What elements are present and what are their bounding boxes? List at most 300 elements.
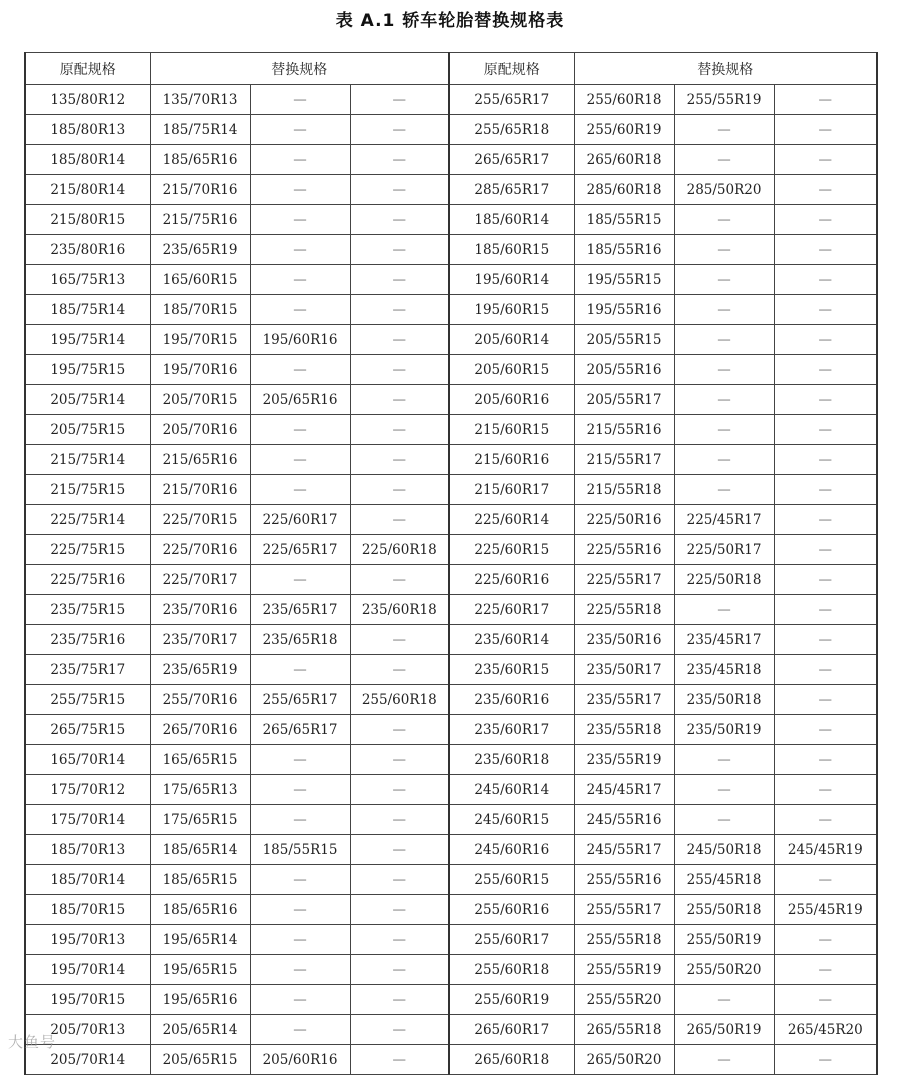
replacement-spec-cell: — [250, 205, 350, 235]
replacement-spec-cell: 255/50R18 [674, 895, 774, 925]
replacement-spec-cell: — [774, 685, 877, 715]
replacement-spec-cell: 225/50R16 [574, 505, 674, 535]
original-spec-cell: 185/70R14 [25, 865, 150, 895]
table-row [25, 895, 877, 925]
replacement-spec-cell: — [350, 445, 449, 475]
tire-replacement-table [24, 52, 878, 1075]
original-spec-cell: 225/75R15 [25, 535, 150, 565]
original-spec-cell: 185/80R14 [25, 145, 150, 175]
replacement-spec-cell: — [350, 565, 449, 595]
replacement-spec-cell: 215/55R17 [574, 445, 674, 475]
replacement-spec-cell: — [774, 505, 877, 535]
table-row [25, 775, 877, 805]
original-spec-cell: 235/75R15 [25, 595, 150, 625]
replacement-spec-cell: 225/50R17 [674, 535, 774, 565]
replacement-spec-cell: — [250, 85, 350, 115]
original-spec-cell: 285/65R17 [449, 175, 574, 205]
original-spec-cell: 225/75R14 [25, 505, 150, 535]
replacement-spec-cell: 245/55R16 [574, 805, 674, 835]
original-spec-cell: 185/70R15 [25, 895, 150, 925]
replacement-spec-cell: 165/65R15 [150, 745, 250, 775]
replacement-spec-cell: — [350, 325, 449, 355]
table-row [25, 385, 877, 415]
replacement-spec-cell: — [774, 925, 877, 955]
original-spec-cell: 225/60R15 [449, 535, 574, 565]
replacement-spec-cell: — [774, 1045, 877, 1075]
replacement-spec-cell: — [674, 205, 774, 235]
replacement-spec-cell: — [774, 115, 877, 145]
replacement-spec-cell: — [774, 565, 877, 595]
replacement-spec-cell: 205/55R16 [574, 355, 674, 385]
header-original-left: 原配规格 [25, 53, 150, 85]
original-spec-cell: 215/60R16 [449, 445, 574, 475]
original-spec-cell: 225/60R17 [449, 595, 574, 625]
replacement-spec-cell: 235/45R17 [674, 625, 774, 655]
replacement-spec-cell: — [250, 805, 350, 835]
replacement-spec-cell: 255/60R19 [574, 115, 674, 145]
table-row [25, 835, 877, 865]
replacement-spec-cell: — [774, 985, 877, 1015]
replacement-spec-cell: 195/65R15 [150, 955, 250, 985]
replacement-spec-cell: — [674, 745, 774, 775]
original-spec-cell: 225/60R16 [449, 565, 574, 595]
replacement-spec-cell: — [250, 655, 350, 685]
replacement-spec-cell: 245/55R17 [574, 835, 674, 865]
original-spec-cell: 185/70R13 [25, 835, 150, 865]
replacement-spec-cell: — [250, 445, 350, 475]
replacement-spec-cell: 265/50R20 [574, 1045, 674, 1075]
replacement-spec-cell: — [774, 235, 877, 265]
replacement-spec-cell: — [674, 325, 774, 355]
replacement-spec-cell: 135/70R13 [150, 85, 250, 115]
replacement-spec-cell: 265/50R19 [674, 1015, 774, 1045]
replacement-spec-cell: 255/70R16 [150, 685, 250, 715]
replacement-spec-cell: 235/55R18 [574, 715, 674, 745]
original-spec-cell: 235/75R16 [25, 625, 150, 655]
replacement-spec-cell: 195/55R16 [574, 295, 674, 325]
replacement-spec-cell: — [774, 805, 877, 835]
replacement-spec-cell: — [774, 175, 877, 205]
replacement-spec-cell: — [774, 475, 877, 505]
replacement-spec-cell: — [774, 625, 877, 655]
replacement-spec-cell: — [350, 1045, 449, 1075]
original-spec-cell: 215/60R17 [449, 475, 574, 505]
table-row [25, 985, 877, 1015]
table-row [25, 745, 877, 775]
table-row [25, 475, 877, 505]
original-spec-cell: 255/60R19 [449, 985, 574, 1015]
replacement-spec-cell: — [250, 865, 350, 895]
replacement-spec-cell: — [250, 925, 350, 955]
replacement-spec-cell: — [774, 595, 877, 625]
original-spec-cell: 185/60R14 [449, 205, 574, 235]
original-spec-cell: 235/60R15 [449, 655, 574, 685]
replacement-spec-cell: 245/50R18 [674, 835, 774, 865]
replacement-spec-cell: — [774, 265, 877, 295]
replacement-spec-cell: — [350, 745, 449, 775]
replacement-spec-cell: — [774, 415, 877, 445]
replacement-spec-cell: 185/65R15 [150, 865, 250, 895]
replacement-spec-cell: — [350, 955, 449, 985]
replacement-spec-cell: 225/60R18 [350, 535, 449, 565]
replacement-spec-cell: — [250, 895, 350, 925]
replacement-spec-cell: — [250, 175, 350, 205]
replacement-spec-cell: — [774, 85, 877, 115]
replacement-spec-cell: — [674, 415, 774, 445]
table-row [25, 295, 877, 325]
replacement-spec-cell: — [674, 385, 774, 415]
replacement-spec-cell: 255/55R19 [674, 85, 774, 115]
replacement-spec-cell: — [350, 115, 449, 145]
replacement-spec-cell: — [350, 415, 449, 445]
replacement-spec-cell: 235/50R16 [574, 625, 674, 655]
replacement-spec-cell: — [350, 835, 449, 865]
replacement-spec-cell: — [250, 235, 350, 265]
replacement-spec-cell: 265/55R18 [574, 1015, 674, 1045]
replacement-spec-cell: 225/65R17 [250, 535, 350, 565]
replacement-spec-cell: — [774, 655, 877, 685]
replacement-spec-cell: 255/50R19 [674, 925, 774, 955]
replacement-spec-cell: 235/55R19 [574, 745, 674, 775]
replacement-spec-cell: — [674, 145, 774, 175]
replacement-spec-cell: — [674, 1045, 774, 1075]
replacement-spec-cell: — [250, 475, 350, 505]
original-spec-cell: 255/60R17 [449, 925, 574, 955]
replacement-spec-cell: — [350, 655, 449, 685]
original-spec-cell: 135/80R12 [25, 85, 150, 115]
replacement-spec-cell: — [350, 715, 449, 745]
table-row [25, 205, 877, 235]
table-row [25, 715, 877, 745]
replacement-spec-cell: — [774, 445, 877, 475]
replacement-spec-cell: 195/70R16 [150, 355, 250, 385]
replacement-spec-cell: — [250, 355, 350, 385]
replacement-spec-cell: 205/65R16 [250, 385, 350, 415]
original-spec-cell: 215/80R15 [25, 205, 150, 235]
replacement-spec-cell: — [674, 445, 774, 475]
replacement-spec-cell: — [674, 475, 774, 505]
replacement-spec-cell: 185/70R15 [150, 295, 250, 325]
replacement-spec-cell: 245/45R17 [574, 775, 674, 805]
original-spec-cell: 215/75R15 [25, 475, 150, 505]
table-row [25, 415, 877, 445]
original-spec-cell: 265/75R15 [25, 715, 150, 745]
replacement-spec-cell: — [250, 295, 350, 325]
watermark: 大鱼号 [8, 1033, 57, 1051]
replacement-spec-cell: 225/55R18 [574, 595, 674, 625]
replacement-spec-cell: 165/60R15 [150, 265, 250, 295]
replacement-spec-cell: 235/50R19 [674, 715, 774, 745]
original-spec-cell: 235/60R16 [449, 685, 574, 715]
replacement-spec-cell: 215/75R16 [150, 205, 250, 235]
original-spec-cell: 215/75R14 [25, 445, 150, 475]
replacement-spec-cell: — [350, 85, 449, 115]
replacement-spec-cell: 255/55R18 [574, 925, 674, 955]
replacement-spec-cell: — [674, 295, 774, 325]
replacement-spec-cell: 235/65R19 [150, 655, 250, 685]
table-row [25, 595, 877, 625]
replacement-spec-cell: — [250, 265, 350, 295]
replacement-spec-cell: — [774, 385, 877, 415]
replacement-spec-cell: 195/70R15 [150, 325, 250, 355]
replacement-spec-cell: — [350, 175, 449, 205]
table-row [25, 265, 877, 295]
replacement-spec-cell: — [350, 385, 449, 415]
replacement-spec-cell: 255/55R17 [574, 895, 674, 925]
replacement-spec-cell: — [350, 265, 449, 295]
replacement-spec-cell: — [350, 205, 449, 235]
replacement-spec-cell: 215/55R18 [574, 475, 674, 505]
original-spec-cell: 215/80R14 [25, 175, 150, 205]
replacement-spec-cell: — [250, 115, 350, 145]
replacement-spec-cell: 225/50R18 [674, 565, 774, 595]
replacement-spec-cell: — [674, 805, 774, 835]
replacement-spec-cell: 235/70R17 [150, 625, 250, 655]
replacement-spec-cell: 185/65R14 [150, 835, 250, 865]
replacement-spec-cell: 195/65R16 [150, 985, 250, 1015]
original-spec-cell: 195/60R14 [449, 265, 574, 295]
replacement-spec-cell: 175/65R13 [150, 775, 250, 805]
replacement-spec-cell: — [250, 745, 350, 775]
replacement-spec-cell: — [774, 535, 877, 565]
replacement-spec-cell: 205/65R14 [150, 1015, 250, 1045]
replacement-spec-cell: 235/55R17 [574, 685, 674, 715]
replacement-spec-cell: — [774, 205, 877, 235]
replacement-spec-cell: 225/70R15 [150, 505, 250, 535]
table-row [25, 655, 877, 685]
table-row [25, 355, 877, 385]
header-original-right: 原配规格 [449, 53, 574, 85]
replacement-spec-cell: 215/70R16 [150, 475, 250, 505]
replacement-spec-cell: 225/55R16 [574, 535, 674, 565]
table-row [25, 505, 877, 535]
replacement-spec-cell: — [250, 145, 350, 175]
original-spec-cell: 255/75R15 [25, 685, 150, 715]
replacement-spec-cell: 255/50R20 [674, 955, 774, 985]
replacement-spec-cell: — [350, 805, 449, 835]
replacement-spec-cell: 255/45R19 [774, 895, 877, 925]
replacement-spec-cell: — [674, 595, 774, 625]
replacement-spec-cell: 255/55R20 [574, 985, 674, 1015]
replacement-spec-cell: 225/70R17 [150, 565, 250, 595]
replacement-spec-cell: 255/45R18 [674, 865, 774, 895]
replacement-spec-cell: 185/55R16 [574, 235, 674, 265]
original-spec-cell: 235/60R17 [449, 715, 574, 745]
replacement-spec-cell: 195/55R15 [574, 265, 674, 295]
header-replacement-right: 替换规格 [574, 53, 877, 85]
replacement-spec-cell: — [774, 745, 877, 775]
original-spec-cell: 195/75R15 [25, 355, 150, 385]
original-spec-cell: 225/60R14 [449, 505, 574, 535]
table-row [25, 955, 877, 985]
replacement-spec-cell: 215/55R16 [574, 415, 674, 445]
original-spec-cell: 235/60R18 [449, 745, 574, 775]
replacement-spec-cell: 255/55R19 [574, 955, 674, 985]
replacement-spec-cell: — [774, 955, 877, 985]
replacement-spec-cell: — [350, 895, 449, 925]
original-spec-cell: 255/65R18 [449, 115, 574, 145]
replacement-spec-cell: — [350, 775, 449, 805]
original-spec-cell: 255/60R16 [449, 895, 574, 925]
replacement-spec-cell: 235/65R18 [250, 625, 350, 655]
original-spec-cell: 205/70R14 [25, 1045, 150, 1075]
original-spec-cell: 265/60R17 [449, 1015, 574, 1045]
replacement-spec-cell: 285/50R20 [674, 175, 774, 205]
replacement-spec-cell: 205/70R15 [150, 385, 250, 415]
replacement-spec-cell: 195/60R16 [250, 325, 350, 355]
original-spec-cell: 185/75R14 [25, 295, 150, 325]
replacement-spec-cell: — [774, 295, 877, 325]
replacement-spec-cell: 215/70R16 [150, 175, 250, 205]
table-row [25, 145, 877, 175]
table-header-row [25, 53, 877, 85]
replacement-spec-cell: 235/65R17 [250, 595, 350, 625]
original-spec-cell: 165/75R13 [25, 265, 150, 295]
replacement-spec-cell: 235/50R18 [674, 685, 774, 715]
replacement-spec-cell: 255/60R18 [574, 85, 674, 115]
original-spec-cell: 185/60R15 [449, 235, 574, 265]
original-spec-cell: 245/60R14 [449, 775, 574, 805]
original-spec-cell: 255/60R15 [449, 865, 574, 895]
replacement-spec-cell: 265/60R18 [574, 145, 674, 175]
original-spec-cell: 235/60R14 [449, 625, 574, 655]
replacement-spec-cell: 245/45R19 [774, 835, 877, 865]
replacement-spec-cell: — [674, 115, 774, 145]
original-spec-cell: 235/75R17 [25, 655, 150, 685]
tire-replacement-table-container [24, 52, 876, 1068]
original-spec-cell: 175/70R14 [25, 805, 150, 835]
table-title: 表 A.1 轿车轮胎替换规格表 [335, 11, 565, 31]
original-spec-cell: 255/60R18 [449, 955, 574, 985]
replacement-spec-cell: 225/55R17 [574, 565, 674, 595]
replacement-spec-cell: — [774, 325, 877, 355]
replacement-spec-cell: — [350, 865, 449, 895]
replacement-spec-cell: — [250, 1015, 350, 1045]
original-spec-cell: 205/70R13 [25, 1015, 150, 1045]
table-row [25, 1015, 877, 1045]
table-row [25, 565, 877, 595]
replacement-spec-cell: 185/65R16 [150, 145, 250, 175]
replacement-spec-cell: — [350, 925, 449, 955]
original-spec-cell: 205/75R15 [25, 415, 150, 445]
replacement-spec-cell: 265/65R17 [250, 715, 350, 745]
original-spec-cell: 165/70R14 [25, 745, 150, 775]
original-spec-cell: 195/70R14 [25, 955, 150, 985]
original-spec-cell: 215/60R15 [449, 415, 574, 445]
replacement-spec-cell: — [250, 565, 350, 595]
replacement-spec-cell: — [674, 985, 774, 1015]
replacement-spec-cell: — [774, 775, 877, 805]
replacement-spec-cell: 255/65R17 [250, 685, 350, 715]
replacement-spec-cell: 205/65R15 [150, 1045, 250, 1075]
replacement-spec-cell: 195/65R14 [150, 925, 250, 955]
original-spec-cell: 205/75R14 [25, 385, 150, 415]
original-spec-cell: 265/60R18 [449, 1045, 574, 1075]
replacement-spec-cell: 205/55R15 [574, 325, 674, 355]
table-row [25, 235, 877, 265]
replacement-spec-cell: — [250, 985, 350, 1015]
table-row [25, 325, 877, 355]
replacement-spec-cell: 285/60R18 [574, 175, 674, 205]
table-row [25, 925, 877, 955]
replacement-spec-cell: — [350, 1015, 449, 1045]
replacement-spec-cell: — [350, 355, 449, 385]
replacement-spec-cell: — [674, 355, 774, 385]
replacement-spec-cell: 175/65R15 [150, 805, 250, 835]
replacement-spec-cell: 205/60R16 [250, 1045, 350, 1075]
table-row [25, 685, 877, 715]
table-row [25, 535, 877, 565]
replacement-spec-cell: 265/70R16 [150, 715, 250, 745]
replacement-spec-cell: — [250, 415, 350, 445]
original-spec-cell: 195/75R14 [25, 325, 150, 355]
replacement-spec-cell: 225/60R17 [250, 505, 350, 535]
table-row [25, 1045, 877, 1075]
table-row [25, 115, 877, 145]
replacement-spec-cell: — [250, 955, 350, 985]
replacement-spec-cell: 205/55R17 [574, 385, 674, 415]
table-row [25, 175, 877, 205]
original-spec-cell: 205/60R15 [449, 355, 574, 385]
original-spec-cell: 195/70R15 [25, 985, 150, 1015]
original-spec-cell: 205/60R16 [449, 385, 574, 415]
replacement-spec-cell: — [350, 625, 449, 655]
replacement-spec-cell: 185/75R14 [150, 115, 250, 145]
original-spec-cell: 195/60R15 [449, 295, 574, 325]
replacement-spec-cell: — [350, 145, 449, 175]
replacement-spec-cell: 225/45R17 [674, 505, 774, 535]
replacement-spec-cell: 265/45R20 [774, 1015, 877, 1045]
original-spec-cell: 265/65R17 [449, 145, 574, 175]
replacement-spec-cell: 255/55R16 [574, 865, 674, 895]
replacement-spec-cell: — [350, 505, 449, 535]
replacement-spec-cell: 235/45R18 [674, 655, 774, 685]
original-spec-cell: 235/80R16 [25, 235, 150, 265]
replacement-spec-cell: 185/65R16 [150, 895, 250, 925]
original-spec-cell: 185/80R13 [25, 115, 150, 145]
table-row [25, 625, 877, 655]
original-spec-cell: 195/70R13 [25, 925, 150, 955]
replacement-spec-cell: — [674, 235, 774, 265]
original-spec-cell: 175/70R12 [25, 775, 150, 805]
table-body [25, 85, 877, 1075]
replacement-spec-cell: — [250, 775, 350, 805]
replacement-spec-cell: — [774, 865, 877, 895]
replacement-spec-cell: 215/65R16 [150, 445, 250, 475]
replacement-spec-cell: — [774, 145, 877, 175]
replacement-spec-cell: 235/70R16 [150, 595, 250, 625]
table-row [25, 445, 877, 475]
replacement-spec-cell: — [350, 475, 449, 505]
original-spec-cell: 245/60R16 [449, 835, 574, 865]
replacement-spec-cell: 235/50R17 [574, 655, 674, 685]
replacement-spec-cell: — [350, 235, 449, 265]
replacement-spec-cell: — [674, 775, 774, 805]
table-row [25, 865, 877, 895]
replacement-spec-cell: 185/55R15 [574, 205, 674, 235]
replacement-spec-cell: — [350, 985, 449, 1015]
replacement-spec-cell: 235/60R18 [350, 595, 449, 625]
original-spec-cell: 205/60R14 [449, 325, 574, 355]
replacement-spec-cell: — [674, 265, 774, 295]
replacement-spec-cell: 235/65R19 [150, 235, 250, 265]
replacement-spec-cell: 185/55R15 [250, 835, 350, 865]
replacement-spec-cell: — [350, 295, 449, 325]
replacement-spec-cell: 225/70R16 [150, 535, 250, 565]
replacement-spec-cell: 205/70R16 [150, 415, 250, 445]
replacement-spec-cell: — [774, 355, 877, 385]
original-spec-cell: 245/60R15 [449, 805, 574, 835]
